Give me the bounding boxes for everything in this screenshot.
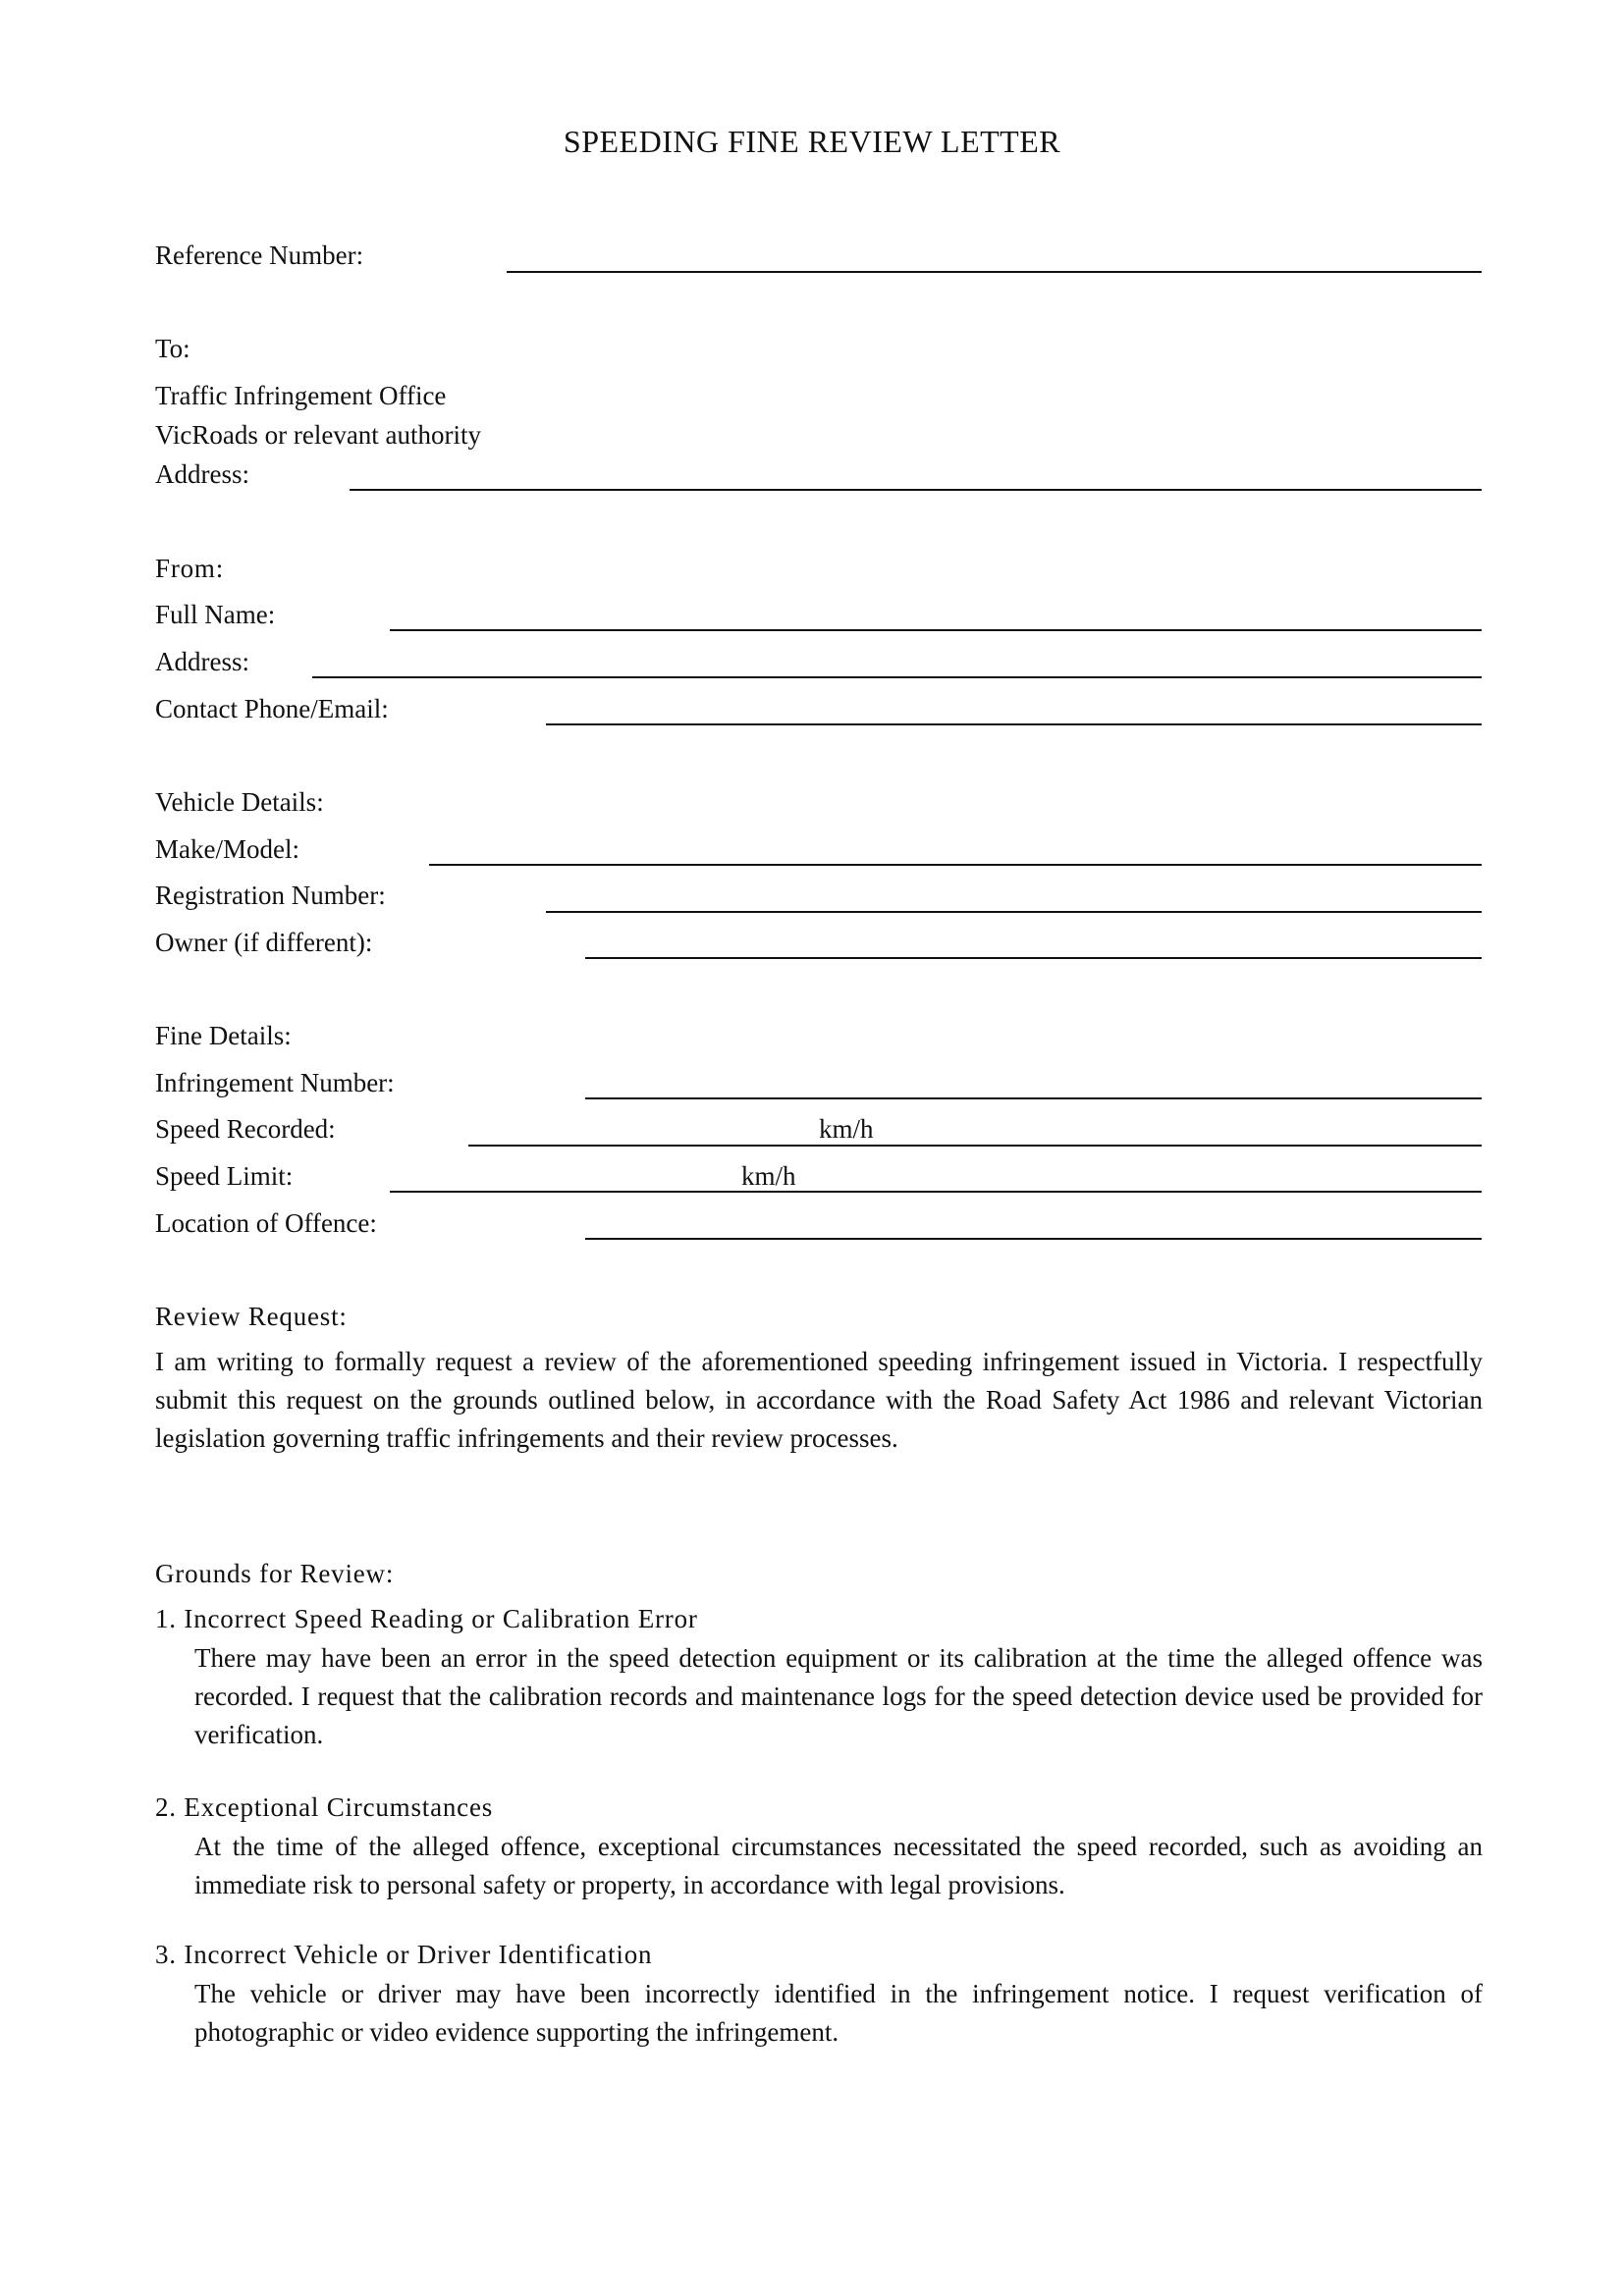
reference-number-label: Reference Number: bbox=[155, 240, 364, 270]
make-model-field[interactable] bbox=[429, 864, 1482, 866]
reference-number-field[interactable] bbox=[507, 271, 1482, 273]
to-heading: To: bbox=[155, 334, 190, 363]
from-address-label: Address: bbox=[155, 647, 249, 676]
grounds-heading: Grounds for Review: bbox=[155, 1559, 395, 1588]
contact-field[interactable] bbox=[546, 723, 1482, 725]
ground-1-body: There may have been an error in the speed detection equipment or its calibration at the time the alleged offence was recorded. I request that the calibration records and maintenance logs for the speed detection device used be provided for verification. bbox=[194, 1643, 1483, 1749]
from-heading: From: bbox=[155, 554, 225, 583]
speed-limit-label: Speed Limit: bbox=[155, 1161, 294, 1191]
speed-recorded-label: Speed Recorded: bbox=[155, 1114, 336, 1144]
to-recipient-line-2: VicRoads or relevant authority bbox=[155, 420, 482, 450]
to-address-label: Address: bbox=[155, 459, 249, 489]
ground-3-title: 3. Incorrect Vehicle or Driver Identification bbox=[155, 1940, 653, 1969]
full-name-label: Full Name: bbox=[155, 600, 276, 629]
location-field[interactable] bbox=[585, 1238, 1482, 1240]
speed-limit-unit: km/h bbox=[741, 1161, 796, 1191]
review-body: I am writing to formally request a review of the aforementioned speeding infringement issued in Victoria. I respectfully submit this request on the grounds outlined below, in accordance with the Road Safety Act 1986 and relevant Victorian legislation governing traffic infringements and their review processes. bbox=[155, 1347, 1483, 1453]
ground-2-title: 2. Exceptional Circumstances bbox=[155, 1792, 494, 1822]
to-recipient-line-1: Traffic Infringement Office bbox=[155, 381, 447, 410]
owner-label: Owner (if different): bbox=[155, 928, 373, 957]
speed-limit-field[interactable] bbox=[390, 1191, 1482, 1193]
to-address-field[interactable] bbox=[350, 489, 1482, 491]
owner-field[interactable] bbox=[585, 957, 1482, 959]
ground-1-title: 1. Incorrect Speed Reading or Calibration Error bbox=[155, 1604, 698, 1633]
full-name-field[interactable] bbox=[390, 629, 1482, 631]
location-label: Location of Offence: bbox=[155, 1208, 377, 1238]
from-address-field[interactable] bbox=[312, 676, 1482, 678]
make-model-label: Make/Model: bbox=[155, 834, 299, 864]
fine-heading: Fine Details: bbox=[155, 1021, 292, 1050]
ground-3-body: The vehicle or driver may have been incorrectly identified in the infringement notice. I request verification of photographic or video evidence supporting the infringement. bbox=[194, 1979, 1483, 2047]
contact-label: Contact Phone/Email: bbox=[155, 694, 389, 723]
infringement-number-field[interactable] bbox=[585, 1097, 1482, 1099]
infringement-number-label: Infringement Number: bbox=[155, 1068, 395, 1097]
page-title: SPEEDING FINE REVIEW LETTER bbox=[563, 124, 1061, 159]
ground-2-body: At the time of the alleged offence, exceptional circumstances necessitated the speed recorded, such as avoiding an immediate risk to personal safety or property, in accordance with legal provisions. bbox=[194, 1832, 1483, 1899]
speed-recorded-unit: km/h bbox=[819, 1114, 874, 1144]
registration-label: Registration Number: bbox=[155, 881, 386, 910]
review-heading: Review Request: bbox=[155, 1302, 348, 1331]
vehicle-heading: Vehicle Details: bbox=[155, 787, 324, 817]
registration-field[interactable] bbox=[546, 911, 1482, 913]
speed-recorded-field[interactable] bbox=[468, 1145, 1482, 1147]
